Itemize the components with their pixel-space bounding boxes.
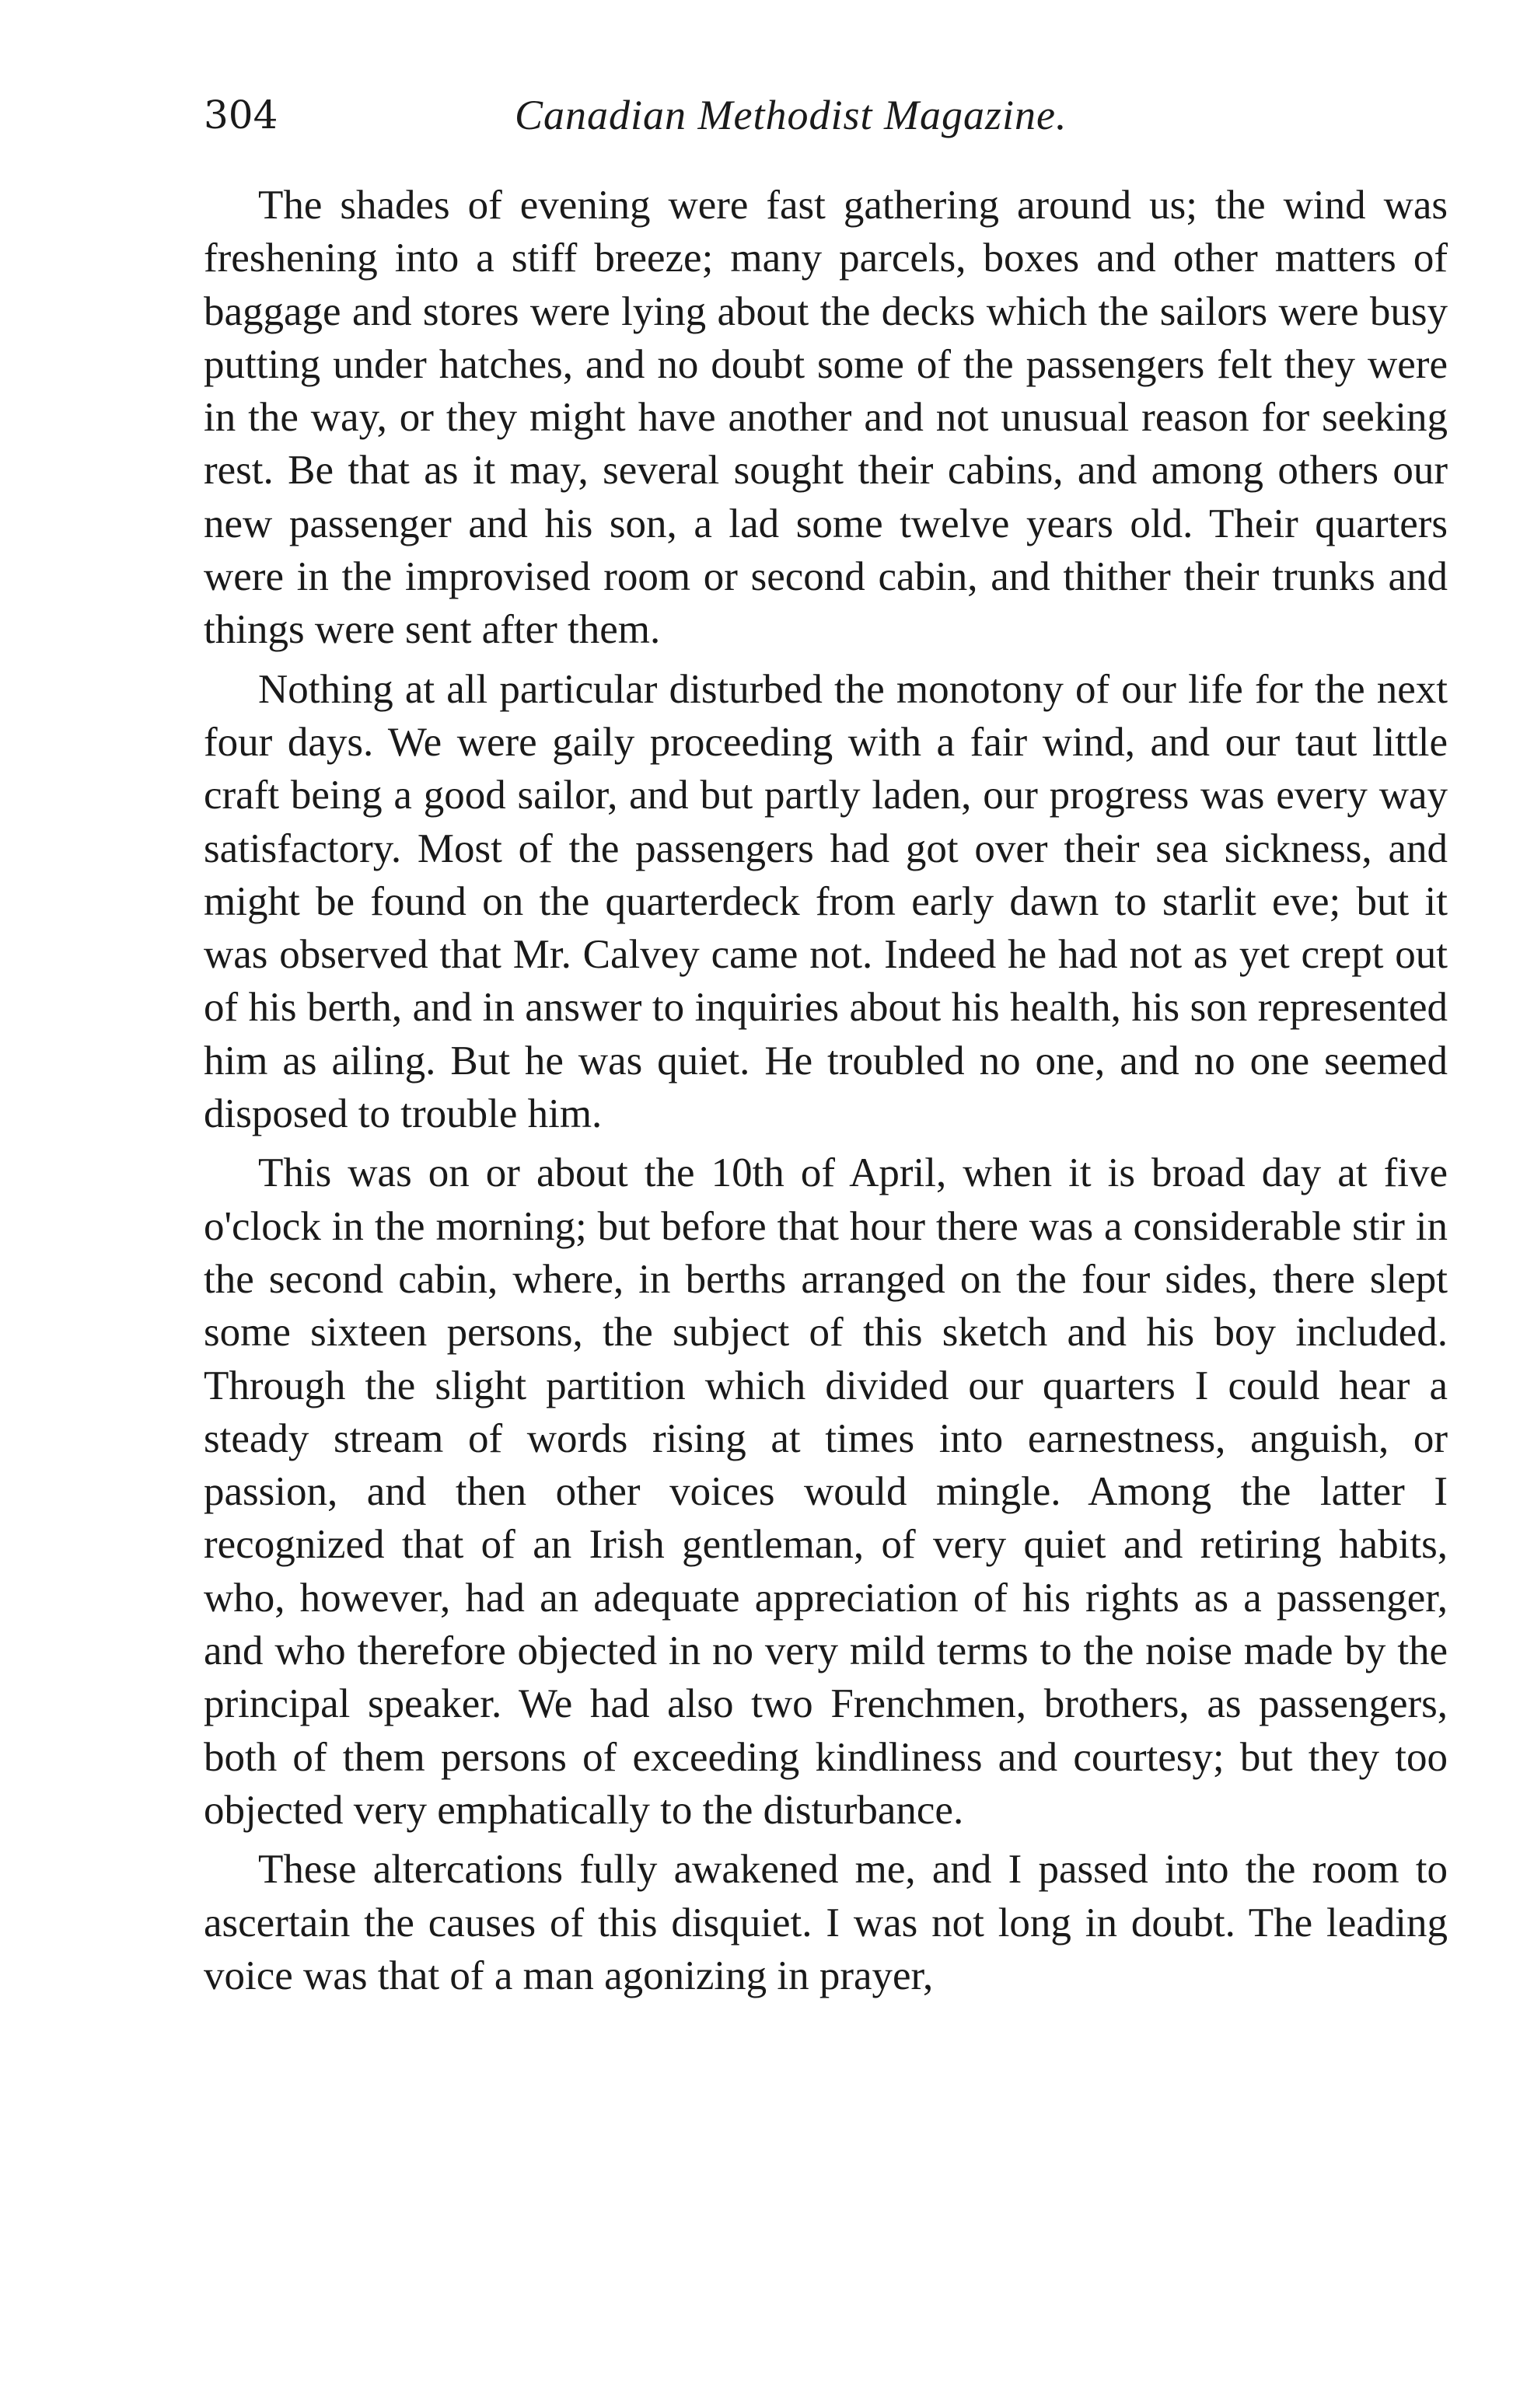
paragraph-4: These altercations fully awakened me, and I passed into the room to ascertain the causes of this disquiet. I was not long in doubt. The leading voice was that of a man agonizing in prayer, xyxy=(204,1847,1448,1998)
paragraph-3: This was on or about the 10th of April, when it is broad day at five o'clock in the morning; but before that hour there was a considerable stir in the second cabin, where, in berths arranged on the four sides, there slept some sixteen persons, the subject of this sketch and his boy included. Through the slight partition which divided our quarters I could hear a steady stream of words rising at times into earnestness, anguish, or passion, and then other voices would mingle. Among the latter I recognized that of an Irish gentleman, of very quiet and retiring habits, who, however, had an adequate appreciation of his rights as a passenger, and who therefore objected in no very mild terms to the noise made by the principal speaker. We had also two Frenchmen, brothers, as passengers, both of them persons of exceeding kindliness and courtesy; but they too objected very emphatically to the disturbance. xyxy=(204,1150,1448,1833)
paragraph-2: Nothing at all particular disturbed the monotony of our life for the next four days. We were gaily proceeding with a fair wind, and our taut little craft being a good sailor, and but partly laden, our progress was every way satisfactory. Most of the passengers had got over their sea sickness, and might be found on the quarterdeck from early dawn to starlit eve; but it was observed that Mr. Calvey came not. Indeed he had not as yet crept out of his berth, and in answer to inquiries about his health, his son represented him as ailing. But he was quiet. He troubled no one, and no one seemed disposed to trouble him. xyxy=(204,666,1448,1137)
body-text xyxy=(204,179,1448,2002)
paragraph-1: The shades of evening were fast gathering around us; the wind was freshening into a stiff breeze; many parcels, boxes and other matters of baggage and stores were lying about the decks which the sailors were busy putting under hatches, and no doubt some of the passengers felt they were in the way, or they might have another and not unusual reason for seeking rest. Be that as it may, several sought their cabins, and among others our new passenger and his son, a lad some twelve years old. Their quarters were in the improvised room or second cabin, and thither their trunks and things were sent after them. xyxy=(204,183,1448,653)
running-title: Canadian Methodist Magazine. xyxy=(515,92,1067,138)
page-header xyxy=(204,84,1513,146)
page-number: 304 xyxy=(204,92,278,138)
